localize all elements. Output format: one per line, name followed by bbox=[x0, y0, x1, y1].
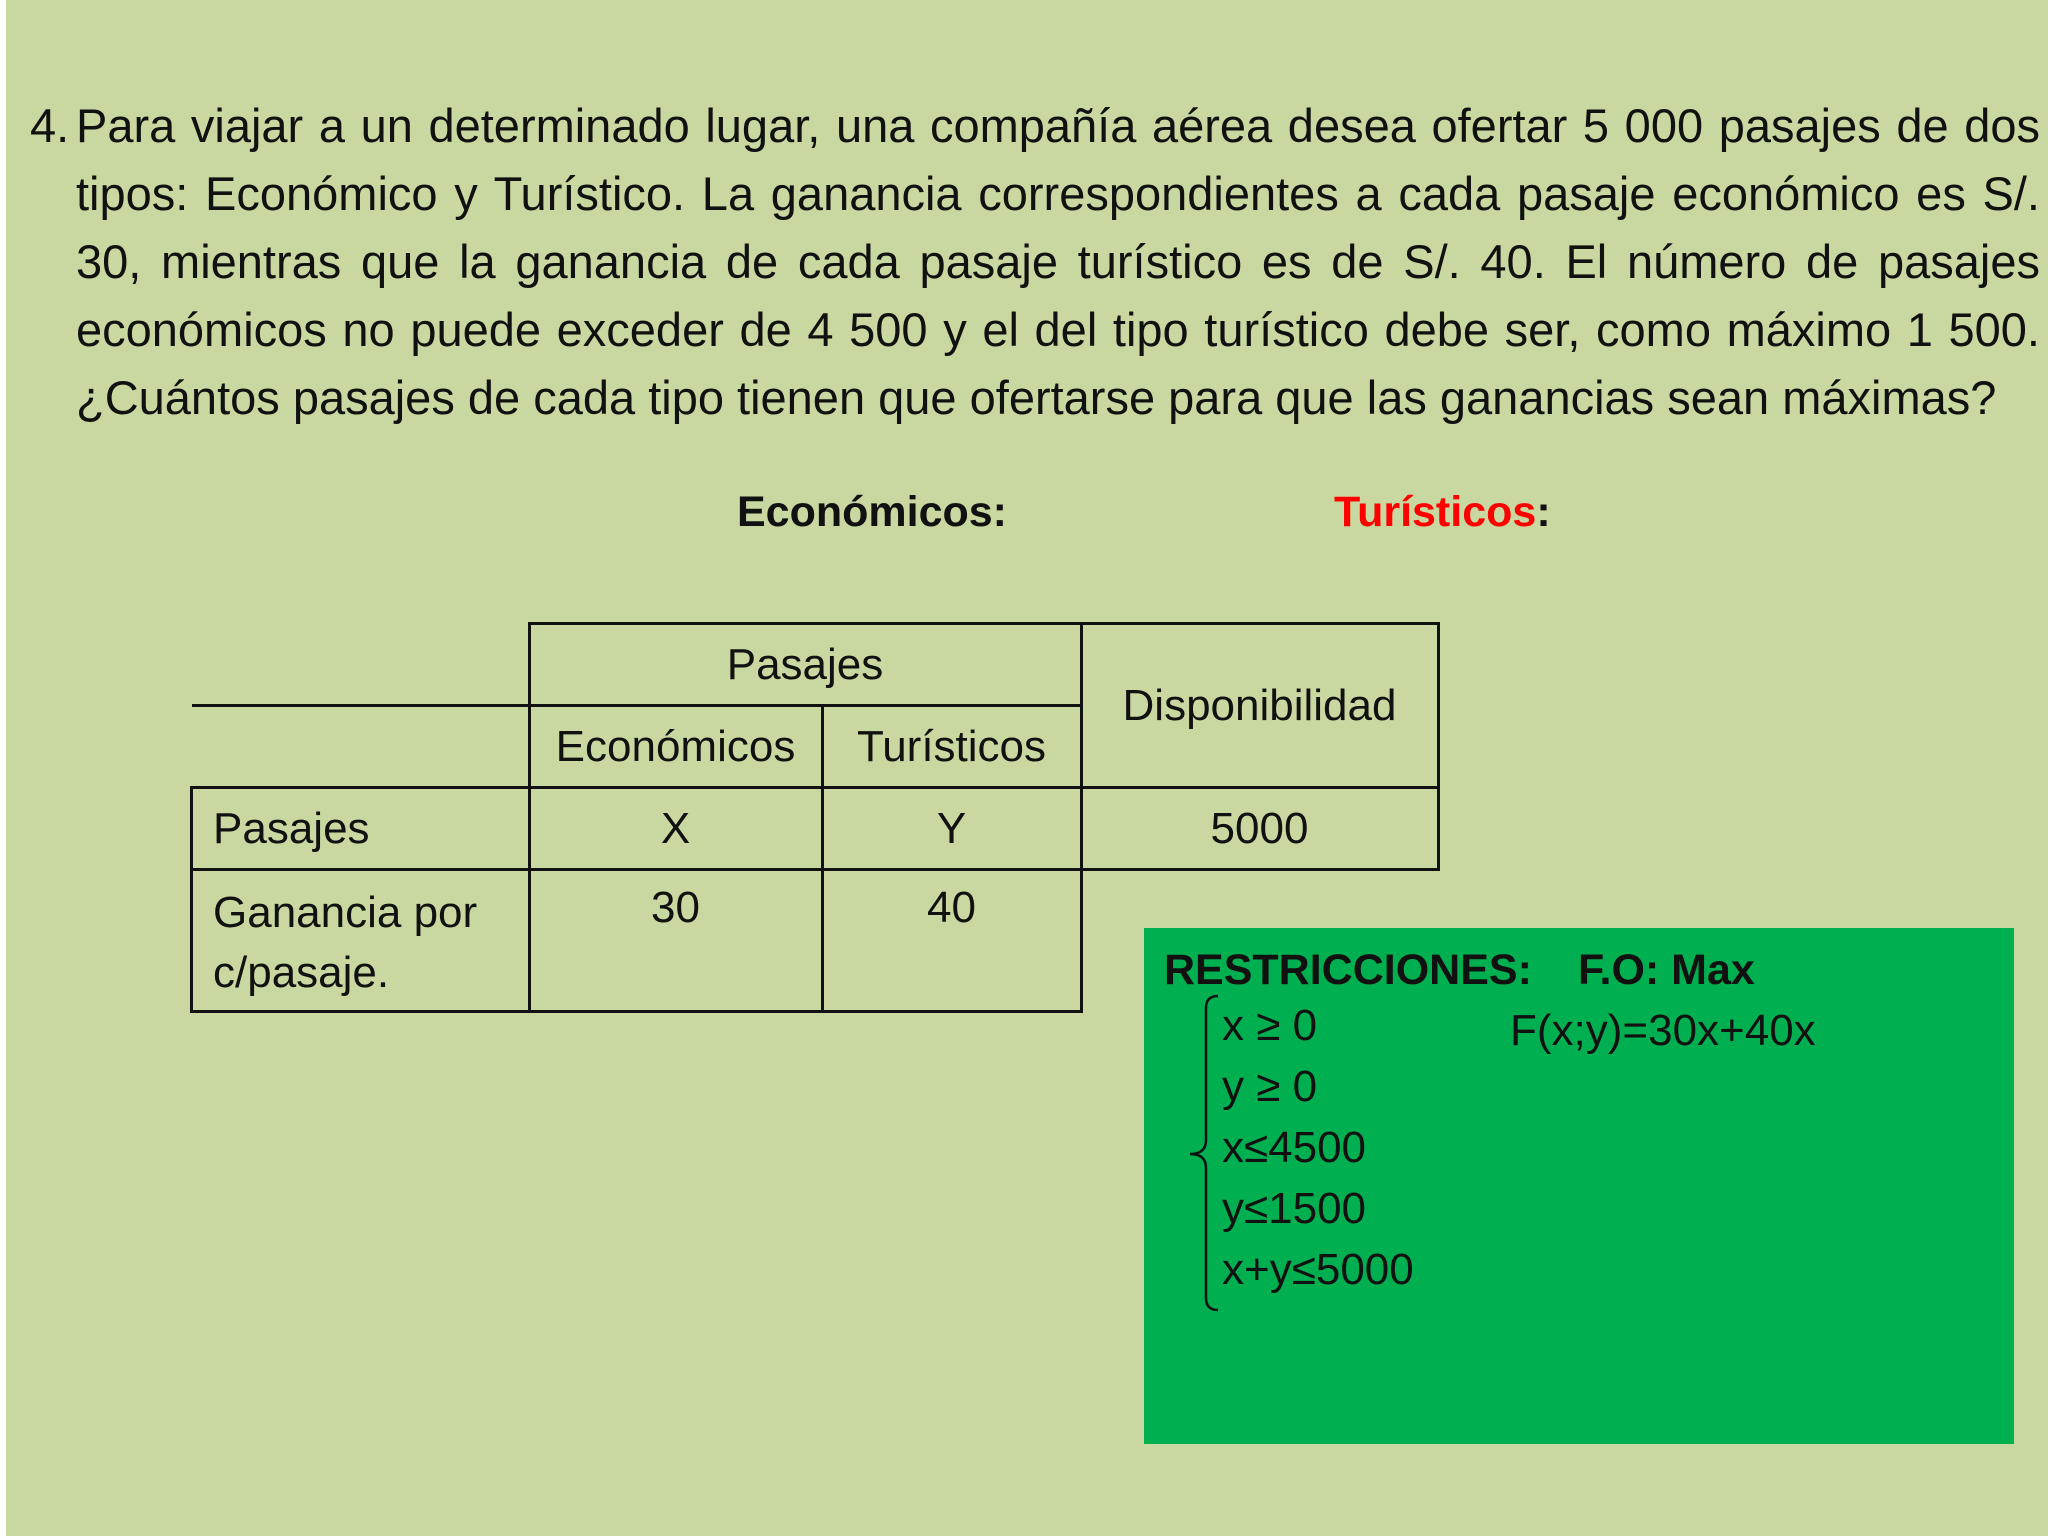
table-header-turisticos: Turísticos bbox=[822, 706, 1081, 788]
table-corner bbox=[192, 624, 530, 706]
table-row bbox=[192, 788, 1439, 870]
constraint-item: y ≥ 0 bbox=[1222, 1062, 1318, 1111]
label-economicos: Económicos: bbox=[737, 488, 1007, 536]
cell-econ: X bbox=[529, 788, 822, 870]
problem-text: Para viajar a un determinado lugar, una compañía aérea desea ofertar 5 000 pasajes de dos tipos: Económico y Turístico. La ganancia correspondientes a cada pasaje económico es S/. 30, mientras que la ganancia de cada pasaje turístico es de S/. 40. El número de pasajes económicos no puede exceder de 4 500 y el del tipo turístico debe ser, como máximo 1 500. ¿Cuántos pasajes de cada tipo tienen que ofertarse para que las ganancias sean máximas? bbox=[76, 99, 2040, 424]
slide-background bbox=[6, 0, 2048, 1536]
cell-tur: 40 bbox=[822, 870, 1081, 1012]
constraint-item: x≤4500 bbox=[1222, 1123, 1367, 1172]
label-turisticos-word: Turísticos bbox=[1334, 488, 1537, 536]
restrictions-box bbox=[1144, 928, 2014, 1444]
row-label: Ganancia por c/pasaje. bbox=[192, 870, 530, 1012]
constraint-item: y≤1500 bbox=[1222, 1184, 1367, 1233]
cell-disp: 5000 bbox=[1081, 788, 1438, 870]
table-corner-lower bbox=[192, 706, 530, 788]
label-turisticos-colon: : bbox=[1536, 488, 1551, 536]
constraint-item: x+y≤5000 bbox=[1222, 1245, 1414, 1294]
problem-number: 4. bbox=[30, 99, 70, 152]
problem-statement bbox=[30, 92, 2040, 432]
table-header-pasajes: Pasajes bbox=[529, 624, 1081, 706]
constraint-item: x ≥ 0 bbox=[1222, 1001, 1318, 1050]
row-label: Pasajes bbox=[192, 788, 530, 870]
cell-econ: 30 bbox=[529, 870, 822, 1012]
curly-brace-icon bbox=[1184, 992, 1224, 1314]
label-turisticos bbox=[1334, 488, 1551, 537]
objective-function: F(x;y)=30x+40x bbox=[1510, 1006, 1816, 1055]
table-header-economicos: Económicos bbox=[529, 706, 822, 788]
objective-title: F.O: Max bbox=[1578, 946, 1755, 994]
restrictions-title: RESTRICCIONES: bbox=[1164, 946, 1532, 994]
cell-tur: Y bbox=[822, 788, 1081, 870]
table-header-disponibilidad: Disponibilidad bbox=[1081, 624, 1438, 788]
